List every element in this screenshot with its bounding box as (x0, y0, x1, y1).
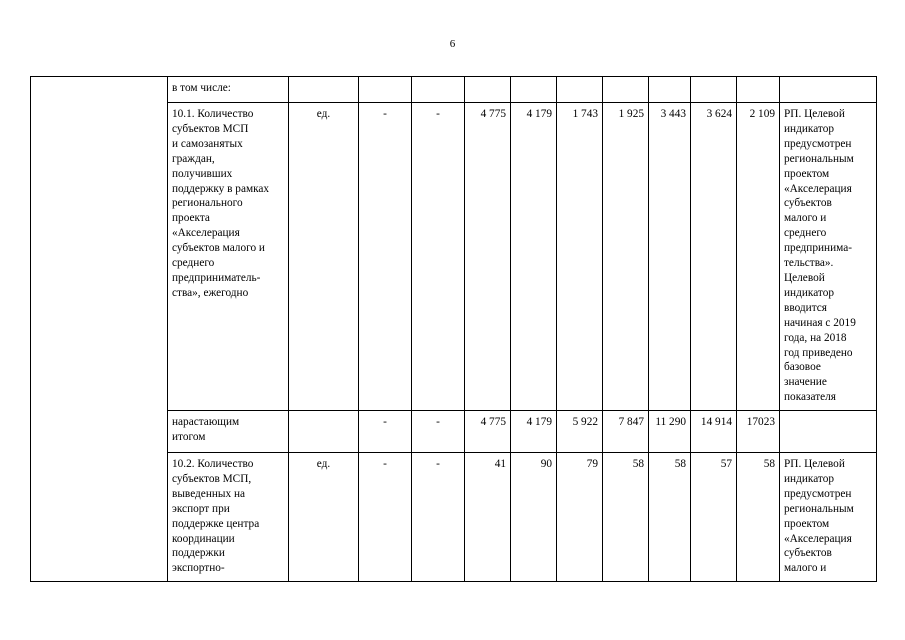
value-cell: 4 179 (511, 103, 557, 411)
value-cell: 11 290 (649, 411, 691, 453)
value-cell: 2 109 (737, 103, 780, 411)
base-value-cell: - (359, 453, 412, 582)
value-cell: 17023 (737, 411, 780, 453)
value-cell: 5 922 (557, 411, 603, 453)
indicators-table (30, 76, 877, 582)
base-value-cell: - (359, 103, 412, 411)
base-value-cell: - (412, 453, 465, 582)
note-cell: РП. Целевой индикатор предусмотрен региональным проектом «Акселерация субъектов малого и (780, 453, 877, 582)
unit-cell (289, 411, 359, 453)
unit-cell: ед. (289, 453, 359, 582)
value-cell: 7 847 (603, 411, 649, 453)
note-cell (780, 411, 877, 453)
value-cell: 1 925 (603, 103, 649, 411)
indicator-name: 10.2. Количество субъектов МСП, выведенных на экспорт при поддержке центра координации поддержки экспортно- (168, 453, 289, 582)
value-cell: 3 624 (691, 103, 737, 411)
value-cell: 4 775 (465, 411, 511, 453)
value-cell: 41 (465, 453, 511, 582)
base-value-cell: - (412, 103, 465, 411)
indicator-name: 10.1. Количество субъектов МСП и самозанятых граждан, получивших поддержку в рамках регионального проекта «Акселерация субъектов малого и среднего предприниматель- ства», ежегодно (168, 103, 289, 411)
value-cell: 58 (603, 453, 649, 582)
base-value-cell: - (359, 411, 412, 453)
page-number: 6 (449, 38, 456, 50)
left-blank-cell (31, 77, 168, 582)
row-label: в том числе: (168, 77, 289, 103)
unit-cell: ед. (289, 103, 359, 411)
indicator-name: нарастающим итогом (168, 411, 289, 453)
value-cell: 14 914 (691, 411, 737, 453)
base-value-cell: - (412, 411, 465, 453)
value-cell: 3 443 (649, 103, 691, 411)
table-row-header (31, 77, 877, 103)
value-cell: 90 (511, 453, 557, 582)
value-cell: 57 (691, 453, 737, 582)
value-cell: 79 (557, 453, 603, 582)
value-cell: 58 (649, 453, 691, 582)
value-cell: 4 775 (465, 103, 511, 411)
value-cell: 1 743 (557, 103, 603, 411)
note-cell: РП. Целевой индикатор предусмотрен региональным проектом «Акселерация субъектов малого и среднего предпринима- тельства». Целевой индикатор вводится начиная с 2019 года, на 2018 год приведено базовое значение показателя (780, 103, 877, 411)
value-cell: 4 179 (511, 411, 557, 453)
value-cell: 58 (737, 453, 780, 582)
